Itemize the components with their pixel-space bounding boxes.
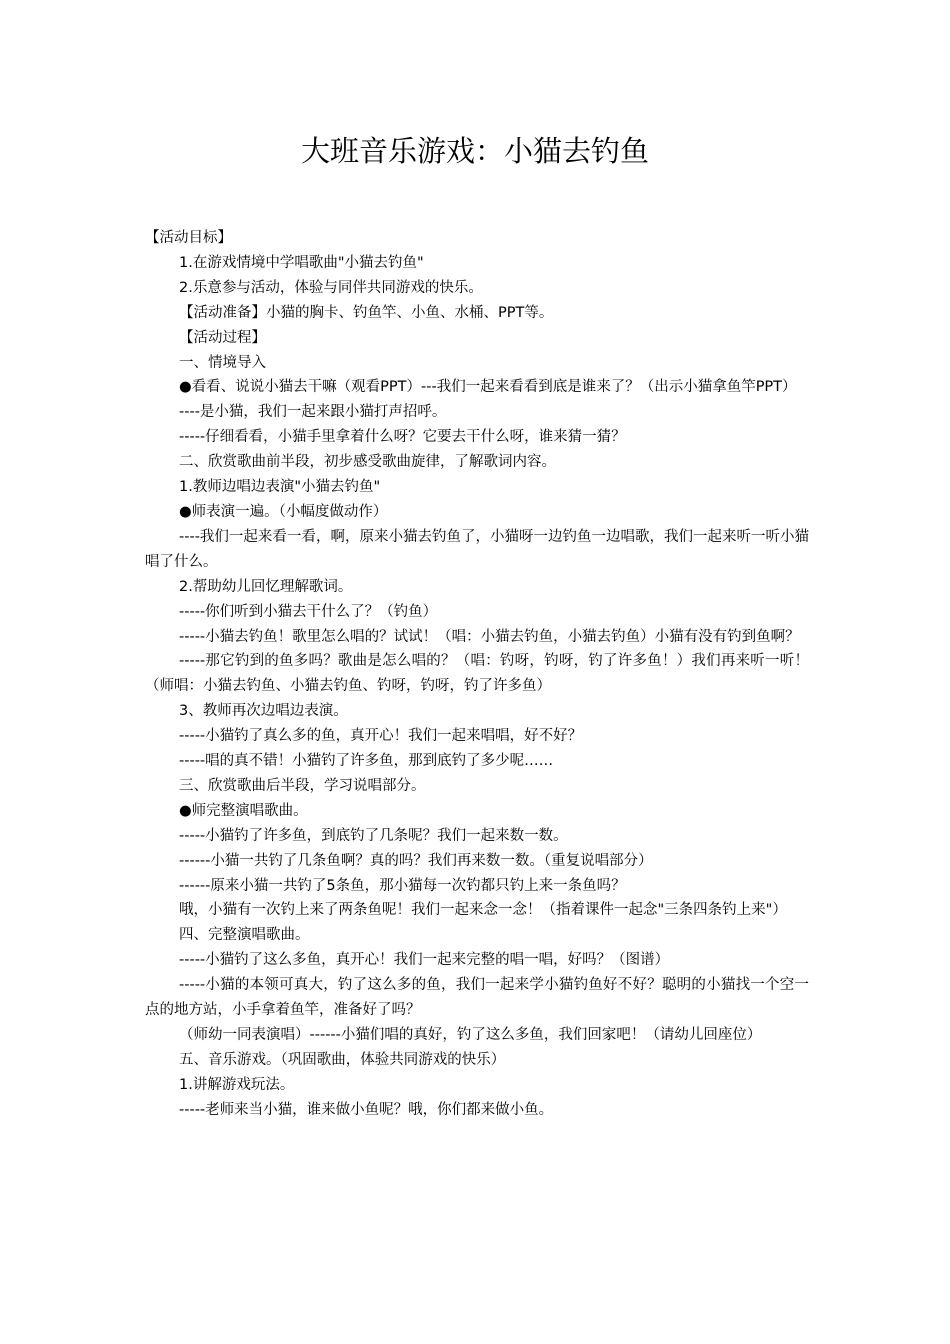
paragraph: 1.讲解游戏玩法。 <box>179 1076 295 1093</box>
paragraph: 2.帮助幼儿回忆理解歌词。 <box>179 578 353 595</box>
document-body <box>145 226 809 1123</box>
paragraph: 二、欣赏歌曲前半段，初步感受歌曲旋律，了解歌词内容。 <box>179 454 556 471</box>
paragraph: -----小猫钓了这么多鱼，真开心！我们一起来完整的唱一唱，好吗？（图谱） <box>179 952 670 969</box>
paragraph: 2.乐意参与活动，体验与同伴共同游戏的快乐。 <box>179 279 483 296</box>
paragraph: 【活动目标】 <box>145 230 232 246</box>
paragraph: -----你们听到小猫去干什么了？（钓鱼） <box>179 603 438 620</box>
paragraph: -----小猫钓了许多鱼，到底钓了几条呢？我们一起来数一数。 <box>179 827 568 844</box>
paragraph: -----小猫的本领可真大，钓了这么多的鱼，我们一起来学小猫钓鱼好不好？聪明的小猫找一个空一点的地方站，小手拿着鱼竿，准备好了吗？ <box>145 977 809 1019</box>
paragraph: ●师表演一遍。（小幅度做动作） <box>179 503 388 520</box>
paragraph: 【活动过程】 <box>179 329 266 346</box>
paragraph: ------原来小猫一共钓了5条鱼，那小猫每一次钓都只钓上来一条鱼吗？ <box>179 877 626 894</box>
paragraph: -----小猫钓了真么多的鱼，真开心！我们一起来唱唱，好不好？ <box>179 728 583 745</box>
paragraph: 五、音乐游戏。（巩固歌曲，体验共同游戏的快乐） <box>179 1051 506 1068</box>
paragraph: -----仔细看看，小猫手里拿着什么呀？它要去干什么呀，谁来猜一猜？ <box>179 429 626 446</box>
paragraph: 1.教师边唱边表演"小猫去钓鱼" <box>179 479 381 496</box>
paragraph: ●看看、说说小猫去干嘛（观看PPT）---我们一起来看看到底是谁来了？（出示小猫拿鱼竿PPT） <box>179 379 797 396</box>
paragraph: ----是小猫，我们一起来跟小猫打声招呼。 <box>179 404 447 421</box>
paragraph: -----小猫去钓鱼！歌里怎么唱的？试试！（唱：小猫去钓鱼，小猫去钓鱼）小猫有没有钓到鱼啊？ <box>179 628 800 645</box>
paragraph: 三、欣赏歌曲后半段，学习说唱部分。 <box>179 777 426 794</box>
paragraph: ------小猫一共钓了几条鱼啊？真的吗？我们再来数一数。（重复说唱部分） <box>179 852 653 869</box>
document-title: 大班音乐游戏：小猫去钓鱼 <box>300 134 649 168</box>
paragraph: （师幼一同表演唱）------小猫们唱的真好，钓了这么多鱼，我们回家吧！（请幼儿回座位） <box>179 1027 762 1043</box>
paragraph: 四、完整演唱歌曲。 <box>179 927 310 944</box>
paragraph: 【活动准备】小猫的胸卡、钓鱼竿、小鱼、水桶、PPT等。 <box>179 304 554 321</box>
paragraph: ●师完整演唱歌曲。 <box>179 802 308 819</box>
paragraph: ----我们一起来看一看，啊，原来小猫去钓鱼了，小猫呀一边钓鱼一边唱歌，我们一起来听一听小猫唱了什么。 <box>145 528 809 570</box>
paragraph: 3、教师再次边唱边表演。 <box>179 703 348 720</box>
paragraph: -----那它钓到的鱼多吗？歌曲是怎么唱的？（唱：钓呀，钓呀，钓了许多鱼！）我们再来听一听！（师唱：小猫去钓鱼、小猫去钓鱼、钓呀，钓呀，钓了许多鱼） <box>145 653 809 695</box>
paragraph: -----老师来当小猫，谁来做小鱼呢？哦，你们都来做小鱼。 <box>179 1101 554 1118</box>
paragraph: 一、情境导入 <box>179 354 266 371</box>
paragraph: 哦，小猫有一次钓上来了两条鱼呢！我们一起来念一念！（指着课件一起念"三条四条钓上来"） <box>179 902 787 919</box>
paragraph: -----唱的真不错！小猫钓了许多鱼，那到底钓了多少呢…… <box>179 753 554 770</box>
paragraph: 1.在游戏情境中学唱歌曲"小猫去钓鱼" <box>179 254 424 271</box>
